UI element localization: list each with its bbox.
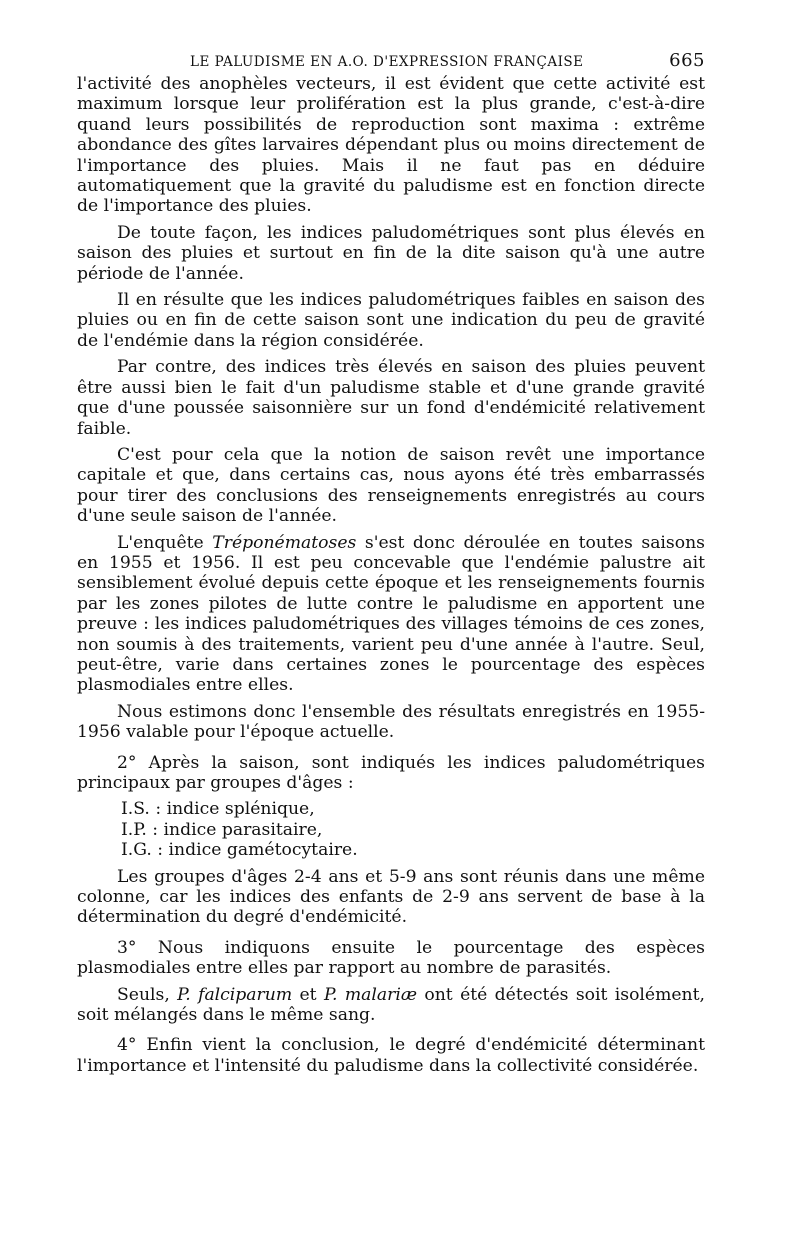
list-item: I.G. : indice gamétocytaire. <box>121 840 358 861</box>
paragraph: 4° Enfin vient la conclusion, le degré d'endémicité déterminant l'importance et l'intensité du paludisme dans la collectivité considérée. <box>77 1035 705 1076</box>
paragraph: Il en résulte que les indices paludométriques faibles en saison des pluies ou en fin de cette saison sont une indication du peu de gravité de l'endémie dans la région considérée. <box>77 290 705 351</box>
page-header <box>77 44 705 74</box>
running-title: LE PALUDISME EN A.O. D'EXPRESSION FRANÇAISE <box>190 54 584 70</box>
page <box>77 44 705 1082</box>
italic-title: Tréponématoses <box>212 532 357 553</box>
list-item: I.P. : indice parasitaire, <box>121 819 323 840</box>
paragraph <box>77 533 705 696</box>
index-list <box>121 799 705 860</box>
paragraph <box>77 985 705 1026</box>
text-run: s'est donc déroulée en toutes saisons en 1955 et 1956. Il est peu concevable que l'endémie palustre ait sensiblement évolué depuis cette époque et les renseignements fournis par les zones pilotes de lutte contre le paludisme en apportent une preuve : les indices paludométriques des villages témoins de ces zones, non soumis à des traitements, varient peu d'une année à l'autre. Seul, peut-être, varie dans certaines zones le pourcentage des espèces plasmodiales entre elles. <box>77 532 705 696</box>
text-run: Seuls, <box>117 984 178 1005</box>
list-item: I.S. : indice splénique, <box>121 799 315 820</box>
text-run: L'enquête <box>117 532 213 553</box>
species-name: P. falciparum <box>177 984 293 1005</box>
page-number: 665 <box>669 50 705 71</box>
body-text <box>77 74 705 1076</box>
paragraph: Nous estimons donc l'ensemble des résultats enregistrés en 1955-1956 valable pour l'époque actuelle. <box>77 701 705 743</box>
paragraph: l'activité des anophèles vecteurs, il est évident que cette activité est maximum lorsque leur prolifération est la plus grande, c'est-à-dire quand leurs possibilités de reproduction sont maxima : extrême abondance des gîtes larvaires dépendant plus ou moins directement de l'importance des pluies. Mais il ne faut pas en déduire automatiquement que la gravité du paludisme est en fonction directe de l'importance des pluies. <box>77 74 705 217</box>
text-run: et <box>292 984 324 1005</box>
text-run: ont été détectés soit isolément, soit mélangés dans le même sang. <box>77 984 705 1026</box>
paragraph: Par contre, des indices très élevés en saison des pluies peuvent être aussi bien le fait d'un paludisme stable et d'une grande gravité que d'une poussée saisonnière sur un fond d'endémicité relativement faible. <box>77 357 705 439</box>
paragraph: De toute façon, les indices paludométriques sont plus élevés en saison des pluies et surtout en fin de la dite saison qu'à une autre période de l'année. <box>77 222 705 284</box>
species-name: P. malariæ <box>323 984 418 1005</box>
paragraph: 2° Après la saison, sont indiqués les indices paludométriques principaux par groupes d'âges : <box>77 752 705 793</box>
paragraph: Les groupes d'âges 2-4 ans et 5-9 ans sont réunis dans une même colonne, car les indices des enfants de 2-9 ans servent de base à la détermination du degré d'endémicité. <box>77 866 705 928</box>
paragraph: C'est pour cela que la notion de saison revêt une importance capitale et que, dans certains cas, nous ayons été très embarrassés pour tirer des conclusions des renseignements enregistrés au cours d'une seule saison de l'année. <box>77 444 705 527</box>
paragraph: 3° Nous indiquons ensuite le pourcentage des espèces plasmodiales entre elles par rapport au nombre de parasités. <box>77 937 705 979</box>
